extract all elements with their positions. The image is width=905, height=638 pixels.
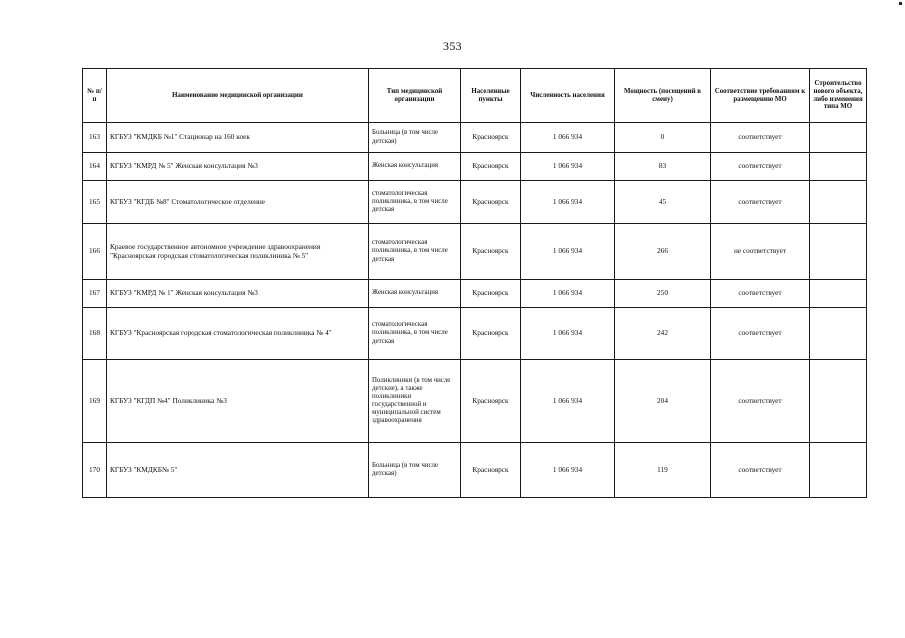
cell-num: 170 bbox=[83, 443, 107, 498]
cell-settlement: Красноярск bbox=[461, 181, 521, 224]
cell-construction bbox=[810, 123, 867, 153]
cell-settlement: Красноярск bbox=[461, 280, 521, 308]
cell-compliance: соответствует bbox=[711, 308, 810, 360]
cell-capacity: 266 bbox=[615, 224, 711, 280]
cell-compliance: соответствует bbox=[711, 123, 810, 153]
cell-name: КГБУЗ "КМДКБ№ 5" bbox=[107, 443, 369, 498]
cell-type: Больница (в том числе детская) bbox=[369, 443, 461, 498]
medical-organizations-table bbox=[82, 68, 867, 498]
cell-settlement: Красноярск bbox=[461, 153, 521, 181]
table-row bbox=[83, 360, 867, 443]
cell-capacity: 83 bbox=[615, 153, 711, 181]
cell-capacity: 242 bbox=[615, 308, 711, 360]
cell-type: стоматологическая поликлиника, в том числе детская bbox=[369, 224, 461, 280]
cell-compliance: соответствует bbox=[711, 443, 810, 498]
cell-capacity: 0 bbox=[615, 123, 711, 153]
cell-num: 163 bbox=[83, 123, 107, 153]
cell-construction bbox=[810, 360, 867, 443]
cell-type: Больница (в том числе детская) bbox=[369, 123, 461, 153]
cell-settlement: Красноярск bbox=[461, 308, 521, 360]
cell-num: 165 bbox=[83, 181, 107, 224]
cell-type: стоматологическая поликлиника, в том числе детская bbox=[369, 308, 461, 360]
table-row bbox=[83, 280, 867, 308]
cell-compliance: не соответствует bbox=[711, 224, 810, 280]
table-row bbox=[83, 308, 867, 360]
cell-population: 1 066 934 bbox=[521, 123, 615, 153]
table-row bbox=[83, 181, 867, 224]
cell-name: КГБУЗ "КМДКБ №1" Стационар на 160 коек bbox=[107, 123, 369, 153]
cell-num: 168 bbox=[83, 308, 107, 360]
cell-construction bbox=[810, 153, 867, 181]
cell-name: КГБУЗ "Красноярская городская стоматологическая поликлиника № 4" bbox=[107, 308, 369, 360]
cell-name: КГБУЗ "КМРД № 5" Женская консультация №3 bbox=[107, 153, 369, 181]
cell-capacity: 250 bbox=[615, 280, 711, 308]
cell-capacity: 45 bbox=[615, 181, 711, 224]
cell-construction bbox=[810, 224, 867, 280]
cell-name: КГБУЗ "КГДП №4" Поликлиника №3 bbox=[107, 360, 369, 443]
cell-type: Женская консультация bbox=[369, 153, 461, 181]
cell-compliance: соответствует bbox=[711, 280, 810, 308]
header-capacity: Мощность (посещений в смену) bbox=[615, 69, 711, 123]
cell-population: 1 066 934 bbox=[521, 280, 615, 308]
cell-num: 164 bbox=[83, 153, 107, 181]
header-population: Численность населения bbox=[521, 69, 615, 123]
cell-population: 1 066 934 bbox=[521, 153, 615, 181]
cell-type: Поликлиники (в том числе детские), а также поликлиники государственной и муниципальной систем здравоохранения bbox=[369, 360, 461, 443]
cell-settlement: Красноярск bbox=[461, 443, 521, 498]
cell-construction bbox=[810, 280, 867, 308]
cell-capacity: 119 bbox=[615, 443, 711, 498]
table-row bbox=[83, 123, 867, 153]
cell-population: 1 066 934 bbox=[521, 360, 615, 443]
cell-population: 1 066 934 bbox=[521, 308, 615, 360]
header-name: Наименование медицинской организации bbox=[107, 69, 369, 123]
page-number: 353 bbox=[443, 39, 462, 53]
header-compliance: Соответствие требованиям к размещению МО bbox=[711, 69, 810, 123]
cell-compliance: соответствует bbox=[711, 181, 810, 224]
cell-settlement: Красноярск bbox=[461, 224, 521, 280]
cell-settlement: Красноярск bbox=[461, 123, 521, 153]
cell-name: КГБУЗ "КГДБ №8" Стоматологическое отделение bbox=[107, 181, 369, 224]
header-num: № п/п bbox=[83, 69, 107, 123]
cell-name: КГБУЗ "КМРД № 1" Женская консультация №3 bbox=[107, 280, 369, 308]
cell-type: Женская консультация bbox=[369, 280, 461, 308]
header-construction: Строительство нового объекта, либо изменения типа МО bbox=[810, 69, 867, 123]
table-row bbox=[83, 224, 867, 280]
cell-construction bbox=[810, 181, 867, 224]
cell-population: 1 066 934 bbox=[521, 224, 615, 280]
cell-num: 166 bbox=[83, 224, 107, 280]
cell-compliance: соответствует bbox=[711, 360, 810, 443]
cell-compliance: соответствует bbox=[711, 153, 810, 181]
header-settlement: Населенные пункты bbox=[461, 69, 521, 123]
scan-mark bbox=[899, 2, 902, 5]
cell-num: 169 bbox=[83, 360, 107, 443]
cell-construction bbox=[810, 443, 867, 498]
header-type: Тип медицинской организации bbox=[369, 69, 461, 123]
cell-num: 167 bbox=[83, 280, 107, 308]
cell-settlement: Красноярск bbox=[461, 360, 521, 443]
cell-name: Краевое государственное автономное учреждение здравоохранения "Красноярская городская стоматологическая поликлиника № 5" bbox=[107, 224, 369, 280]
cell-capacity: 204 bbox=[615, 360, 711, 443]
table-row bbox=[83, 153, 867, 181]
cell-construction bbox=[810, 308, 867, 360]
cell-population: 1 066 934 bbox=[521, 181, 615, 224]
cell-population: 1 066 934 bbox=[521, 443, 615, 498]
table-header-row bbox=[83, 69, 867, 123]
cell-type: стоматологическая поликлиника, в том числе детская bbox=[369, 181, 461, 224]
table-row bbox=[83, 443, 867, 498]
